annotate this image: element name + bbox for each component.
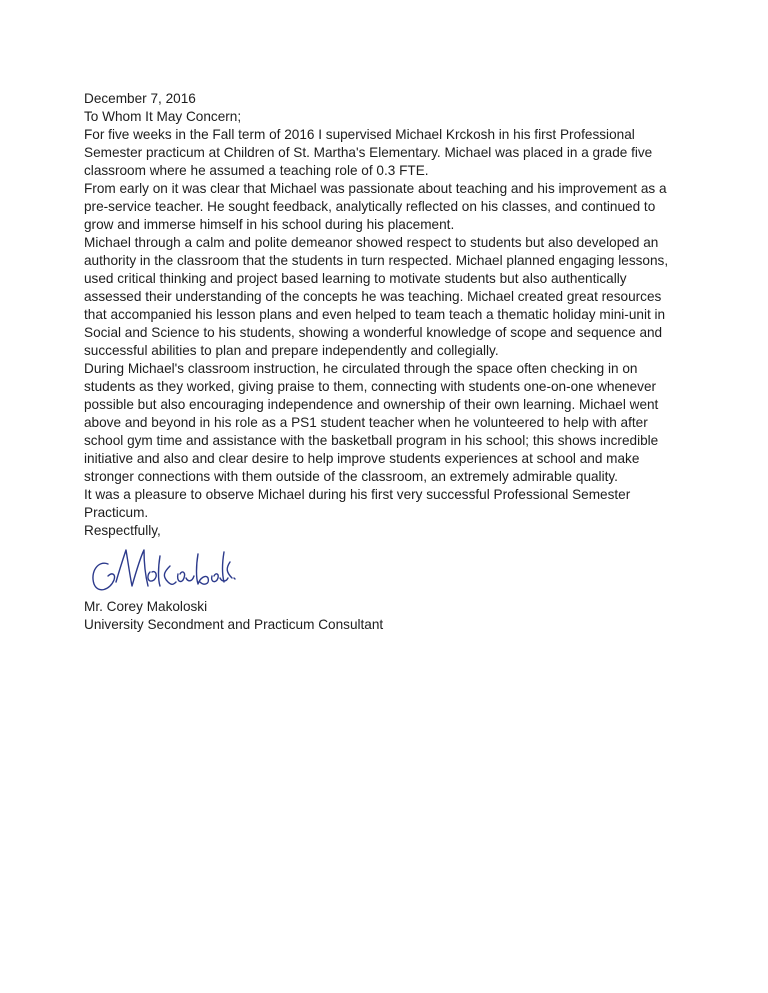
letter-salutation: To Whom It May Concern; xyxy=(84,109,242,124)
letter-paragraph: For five weeks in the Fall term of 2016 I supervised Michael Krckosh in his first Professional Semester practicum at Children of St. Martha's Elementary. Michael was placed in a grade five classroom where he assumed a teaching role of 0.3 FTE. xyxy=(84,127,653,178)
letter-body xyxy=(84,90,684,634)
letter-paragraph: From early on it was clear that Michael was passionate about teaching and his improvement as a pre-service teacher. He sought feedback, analytically reflected on his classes, and continued to grow and immerse himself in his school during his placement. xyxy=(84,181,667,232)
signer-title: University Secondment and Practicum Consultant xyxy=(84,617,384,632)
letter-closing: Respectfully, xyxy=(84,523,161,538)
handwritten-signature xyxy=(86,542,236,598)
letter-paragraph: It was a pleasure to observe Michael during his first very successful Professional Semester Practicum. xyxy=(84,487,631,520)
signer-name: Mr. Corey Makoloski xyxy=(84,599,208,614)
letter-paragraph: During Michael's classroom instruction, he circulated through the space often checking in on students as they worked, giving praise to them, connecting with students one-on-one whenever possible but also encouraging independence and ownership of their own learning. Michael went above and beyond in his role as a PS1 student teacher when he volunteered to help with after school gym time and assistance with the basketball program in his school; this shows incredible initiative and also and clear desire to help improve students experiences at school and make stronger connections with them outside of the classroom, an extremely admirable quality. xyxy=(84,361,659,484)
letter-paragraph: Michael through a calm and polite demeanor showed respect to students but also developed an authority in the classroom that the students in turn respected. Michael planned engaging lessons, used critical thinking and project based learning to motivate students but also authentically assessed their understanding of the concepts he was teaching. Michael created great resources that accompanied his lesson plans and even helped to team teach a thematic holiday mini-unit in Social and Science to his students, showing a wonderful knowledge of scope and sequence and successful abilities to plan and prepare independently and collegially. xyxy=(84,235,669,358)
letter-date: December 7, 2016 xyxy=(84,91,196,106)
